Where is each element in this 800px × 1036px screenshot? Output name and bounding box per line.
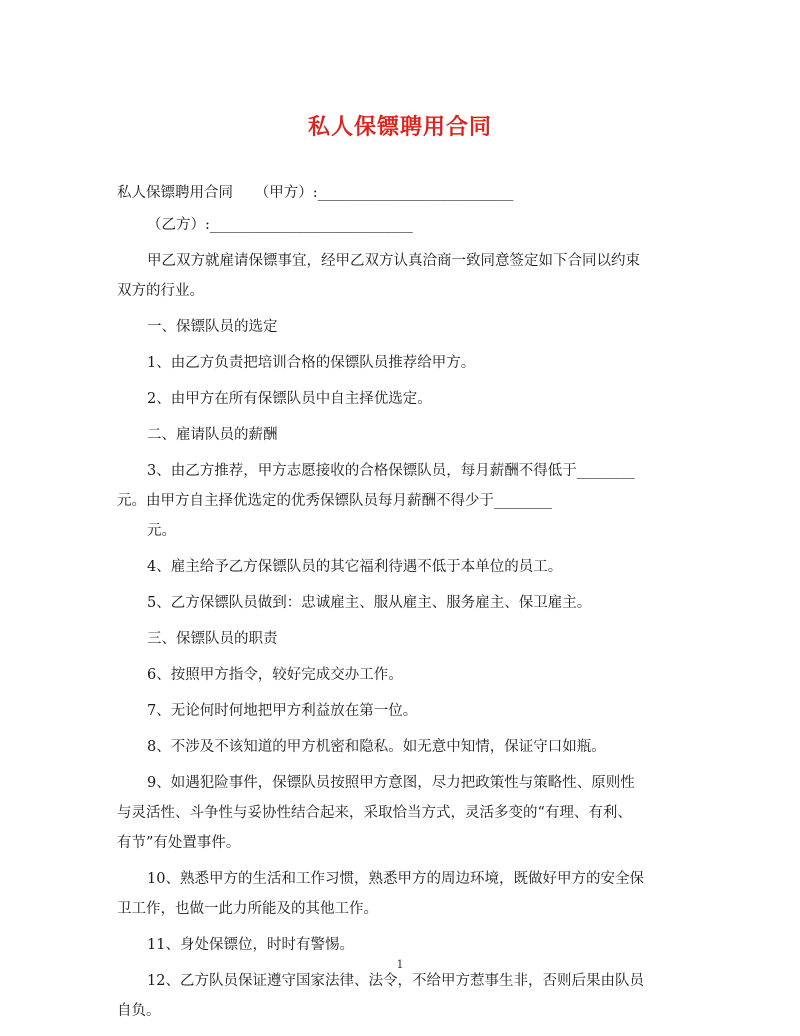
clause-item: 2、由甲方在所有保镖队员中自主择优选定。 [147,391,432,407]
clause-line: 3、由乙方推荐，甲方志愿接收的合格保镖队员，每月薪酬不得低于________ [147,463,635,479]
clause-line: 元。由甲方自主择优选定的优秀保镖队员每月薪酬不得少于________ [117,493,552,509]
clause-item [117,864,687,924]
header-line: 私人保镖聘用合同 （甲方）:___________________________ [117,185,514,201]
document-title: 私人保镖聘用合同 [307,115,492,140]
page-number: 1 [396,958,404,971]
clause-item: 11、身处保镖位，时时有警惕。 [147,937,354,953]
clause-line: 与灵活性、斗争性与妥协性结合起来，采取恰当方式，灵活多变的“有理、有利、 [117,805,632,821]
document-body [117,178,687,1026]
clause-item: 1、由乙方负责把培训合格的保镖队员推荐给甲方。 [147,355,476,371]
clause-line: 10、熟悉甲方的生活和工作习惯，熟悉甲方的周边环境，既做好甲方的安全保 [147,871,644,887]
clause-item: 7、无论何时何地把甲方利益放在第一位。 [147,703,418,719]
clause-item: 6、按照甲方指令，较好完成交办工作。 [147,667,403,683]
section-heading: 二、雇请队员的薪酬 [147,427,278,443]
intro-line: 双方的行业。 [117,283,204,299]
clause-item: 8、不涉及不该知道的甲方机密和隐私。如无意中知情，保证守口如瓶。 [147,739,606,755]
clause-item [117,768,687,858]
clause-line: 有节”有处置事件。 [117,835,241,851]
party-b-line: （乙方）:____________________________ [147,217,413,233]
clause-item: 5、乙方保镖队员做到：忠诚雇主、服从雇主、服务雇主、保卫雇主。 [147,595,592,611]
clause-line: 卫工作，也做一此力所能及的其他工作。 [117,901,378,917]
clause-item: 4、雇主给予乙方保镖队员的其它福利待遇不低于本单位的员工。 [147,559,563,575]
clause-line: 自负。 [117,1003,161,1019]
clause-line: 12、乙方队员保证遵守国家法律、法令，不给甲方惹事生非，否则后果由队员 [147,973,644,989]
clause-item [117,966,687,1026]
intro-paragraph [117,246,687,306]
clause-line: 9、如遇犯险事件，保镖队员按照甲方意图，尽力把政策性与策略性、原则性 [147,775,635,791]
clause-item [117,456,687,546]
intro-line: 甲乙双方就雇请保镖事宜，经甲乙双方认真洽商一致同意签定如下合同以约束 [147,253,640,269]
section-heading: 三、保镖队员的职责 [147,631,278,647]
clause-line: 元。 [147,523,176,539]
section-heading: 一、保镖队员的选定 [147,319,278,335]
